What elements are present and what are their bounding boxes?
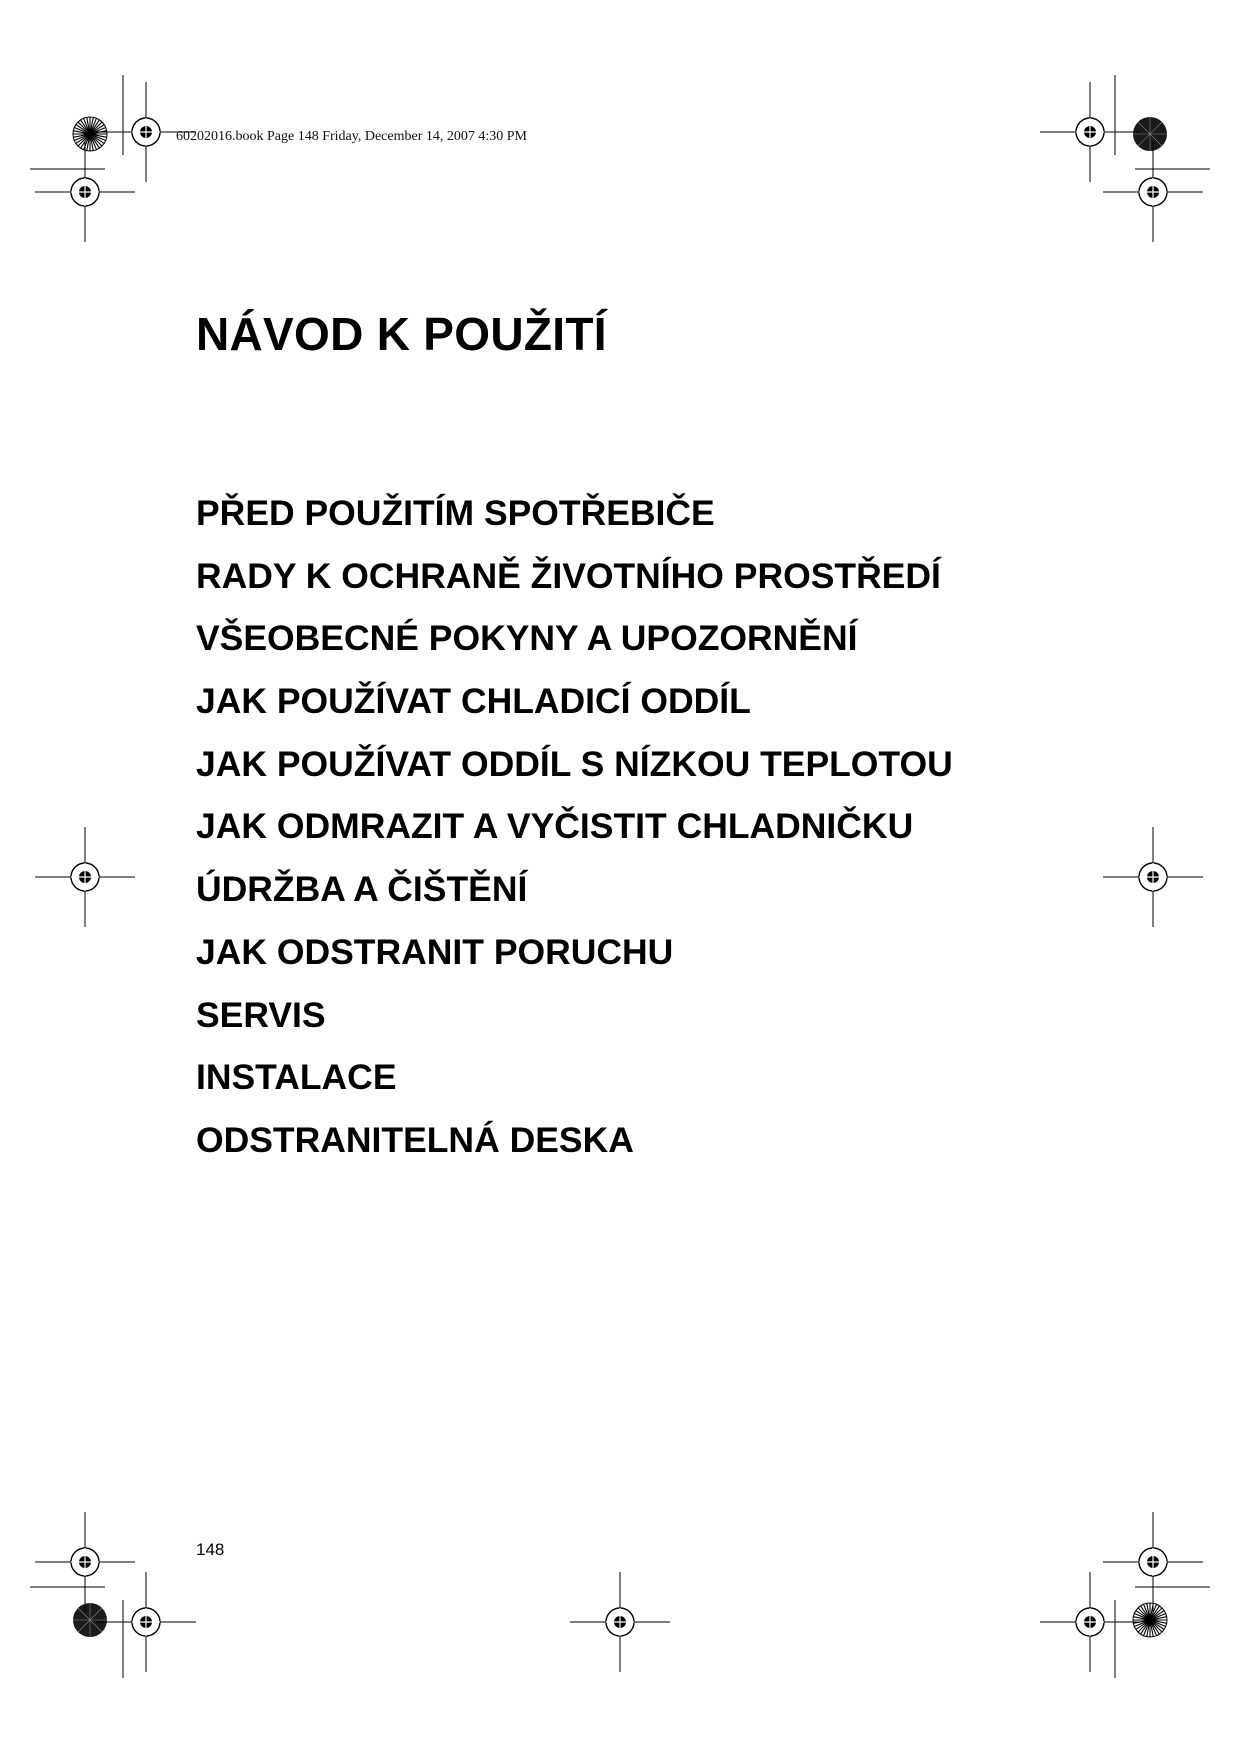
contents-item: VŠEOBECNÉ POKYNY A UPOZORNĚNÍ: [196, 618, 858, 659]
contents-item: INSTALACE: [196, 1057, 397, 1098]
contents-list: [196, 482, 953, 1172]
registration-mark-icon: [570, 1572, 670, 1672]
registration-mark-icon: [35, 142, 135, 242]
registration-mark-icon: [96, 1572, 196, 1672]
contents-item: JAK POUŽÍVAT ODDÍL S NÍZKOU TEPLOTOU: [196, 743, 953, 784]
contents-item: ÚDRŽBA A ČIŠTĚNÍ: [196, 869, 528, 910]
registration-mark-icon: [35, 1512, 135, 1612]
page-title: NÁVOD K POUŽITÍ: [196, 308, 607, 360]
contents-item: PŘED POUŽITÍM SPOTŘEBIČE: [196, 493, 715, 533]
contents-item: JAK ODSTRANIT PORUCHU: [196, 931, 674, 972]
registration-mark-icon: [1040, 82, 1140, 182]
registration-mark-icon: [1040, 1572, 1140, 1672]
contents-item: RADY K OCHRANĚ ŽIVOTNÍHO PROSTŘEDÍ: [196, 555, 941, 596]
contents-item: JAK ODMRAZIT A VYČISTIT CHLADNIČKU: [196, 806, 914, 847]
contents-item: JAK POUŽÍVAT CHLADICÍ ODDÍL: [196, 681, 751, 722]
print-slug: 60202016.book Page 148 Friday, December 14, 2007 4:30 PM: [176, 129, 527, 144]
registration-mark-icon: [1103, 827, 1203, 927]
contents-item: ODSTRANITELNÁ DESKA: [196, 1119, 634, 1160]
color-target-icon: [73, 1603, 107, 1637]
color-target-icon: [73, 117, 107, 151]
color-target-icon: [1133, 117, 1167, 151]
registration-mark-icon: [35, 827, 135, 927]
contents-item: SERVIS: [196, 994, 326, 1035]
page-number: 148: [196, 1540, 225, 1559]
color-target-icon: [1133, 1603, 1167, 1637]
registration-mark-icon: [1103, 142, 1203, 242]
registration-mark-icon: [1103, 1512, 1203, 1612]
